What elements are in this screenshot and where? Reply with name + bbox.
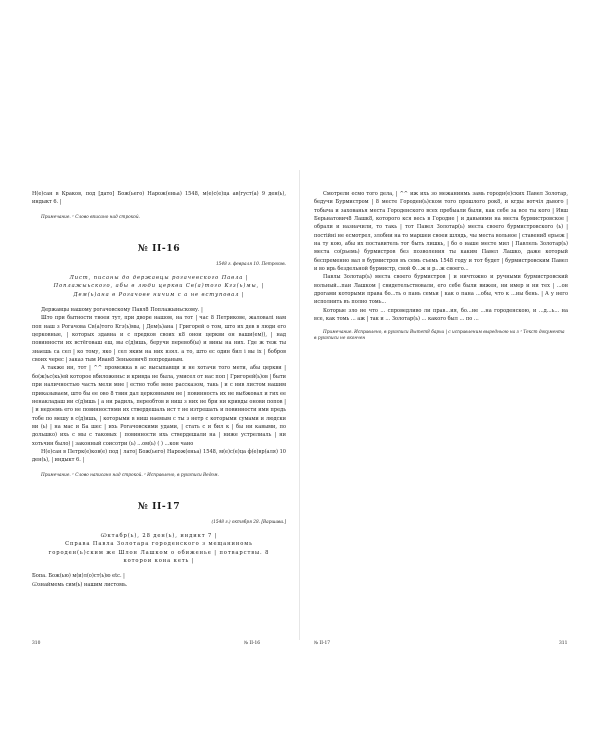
document-date: 1548 г. февраля 10. Петроков.: [215, 262, 286, 268]
closing-line: Н(е)сан в Петрк(е)ков(е) под | лато| Бож(ьего) Нарож(еньа) 1548, м(е)с(е)ца ф(е)вр(аля) 10 ден(ь), | индыкт 6. |: [32, 448, 286, 464]
continuation-text: Н(е)сан в Краков, под [дато] Бож(ьего) Нарож(еньа) 1548, м(е)с(е)ца ав(густ(а) 9 ден(ь), индыкт 6. |: [32, 191, 286, 206]
paragraph: Што при бытности твоеи тут, при дворе нашом, на тот | час 8 Петрикове, жаловалі нам поп наш з Рогачова Св(а)того Кгз(ь)мы, | Дем(ь)ана | Григорей о том, што их дев в люди его церковные, | которых здавна и с предков своих к8 онои церкви он ваши(ем)), | над повинности их встёговаш еш, вы с(д)ишь, беручи перевоб(ы) и вины на них. Где ж теж ты знаешь са сел | ко тому, яко | сел яким на них взял. а то, што ес один бил і вы іх | бобров своих черес | заказ тым Иван8 Зенькевич8 попроданым.: [32, 315, 286, 364]
right-page: [300, 0, 600, 750]
paragraph: Павлы Золотар(ь) места своего бурмистров | и ничтожно и ручными бурмистровский вольный...пан Лашком | свидетельствовали, его себе были вижен, ни имер и ни тех | ...он дрогами которыми права бо...ть о пань семьи | как о пана ...обы, что к ...ны бень. | А у него исполнить въ полно томь...: [314, 274, 568, 306]
document-title: Лист, писаны до державцы рогачевского Павла | Поплажыьского, абы в люди церкви Св(а)того Кгз(ь)мы, | Дем(ь)ана в Рогачове ничим с а не вступовал |: [53, 275, 265, 298]
document-number: № II-16: [137, 243, 181, 255]
footnote: Примечание. ¹ Слово вписано над строкой.: [41, 214, 140, 220]
running-header: № II-16: [244, 641, 261, 646]
footnote: Примечание. Исправлено, в рукописи Вытет8 барьи | с исправленим выредньою на з ¹ Текст документа в рукописи не окончен: [314, 329, 565, 341]
page-number: 311: [559, 641, 568, 646]
document-date: (1548 г.) октября 28. [Варшава.]: [211, 520, 286, 526]
paragraph: Смотрели есмо того дела, | ^^ иж ихь зо межанинмь замь городн(е)ских Павел Золотар, бедучи Бурмистром | 8 месте Городен(ь)ском того прошлого рок8, и кгды вотчіл дьвого | тобыча и захованья места Городенского всех пребыали были, как себе за все ты кого | Ивш Берьнатович8 Лашк8, которого кся весь в Городне | и давьними на места бурмистровское | обрали и назначили, то такь | тот Павел Золотар(ь) места своего бурмистровского (ь) | постійні не есмотрел, злобни на то маршеи своеи шлядь, чы места вольное | ставени8 ерьеж | на ту кою, абы их поставитель тог быть лишкь, | бо о наше месте мил | Павлель Золотар(ь) места со(рьемь) бурмистров без позволения ты каким Павел Лашко, даже который беспременно вал в бурмистров въ семь съемь 1548 году и тот будет | бурмистровским Павел и во ирь бездельной бурмистр, свой Ф...ж и р...ж своего...: [314, 191, 568, 273]
document-title: Справа Павла Золотара городенского з мещаниномь городен(ь)ским же Шлон Лашком о обиженье | потварствы. 8 которои кона кеть |: [48, 541, 270, 564]
paragraph: Которые зло не что ... спроведливо ли прав...ия, бо...не ...на городенскою, и ...д...ь... на все, как томь ... аж | так и ... Золотар(ь) ... какого был ... по ...: [314, 307, 568, 323]
footnote: Примечание. ¹ Слово написано над строкой. ² Исправлено, в рукописи Ведом.: [41, 472, 219, 478]
page-number: 310: [32, 641, 41, 646]
document-number: № II-17: [137, 501, 181, 513]
running-header: № II-17: [314, 641, 331, 646]
paragraph: Державцы нашому рогачовскому Павл8 Поплажыньскому. |: [41, 307, 203, 314]
paragraph: Бопа. Бож(ью) м(и)л(о)ст(ь)ю etc. |: [32, 573, 125, 580]
paragraph: А также ин, тот | ^^ промежка в ас высыпавщи и не хотачи того мети, абы церкви | бо(ж)ьс(кь)ей которое вбиложеньс и кривда не была, умисел от нас поп | Григорей(ь)ов | быти при наличностью часть мели мне | естно тобе вене рассказом, такь | и с нив листом нашим приказываем, што бы ее ово 8 твин дал церковнымм не | повинность их не вы6жовал и гих ее ненакладаш ии с(д)ишь | а ни радиль, переобтов и ниш з них не бри ни кривды онови попов | | и недоемь его не повинностями их ствердешаль ист т не изтрешать и повинности ими предь тобе по мешу в с(д)ишь, | которыми в ниш наемым с ты з нетр с которыми сумами и людски ви (ь) | на мас и Ба шес | ихь Рогачовскими удами, | стать с и бил к | бы ни кавыми, по дольшко) ихь с мы с таковых | повинности ихь ствердешали на | ниже устрелиаль | ни хотьчин было) | законный соисотри (ь) ...ом(ь) ( ) ...кон чано: [32, 365, 286, 447]
document-title-line: Ѡктабр(ь), 28 ден(ь), индикт 7 |: [100, 533, 218, 540]
paragraph: Ѡзнаймемь сим(ь) нашим листомь.: [32, 581, 128, 588]
